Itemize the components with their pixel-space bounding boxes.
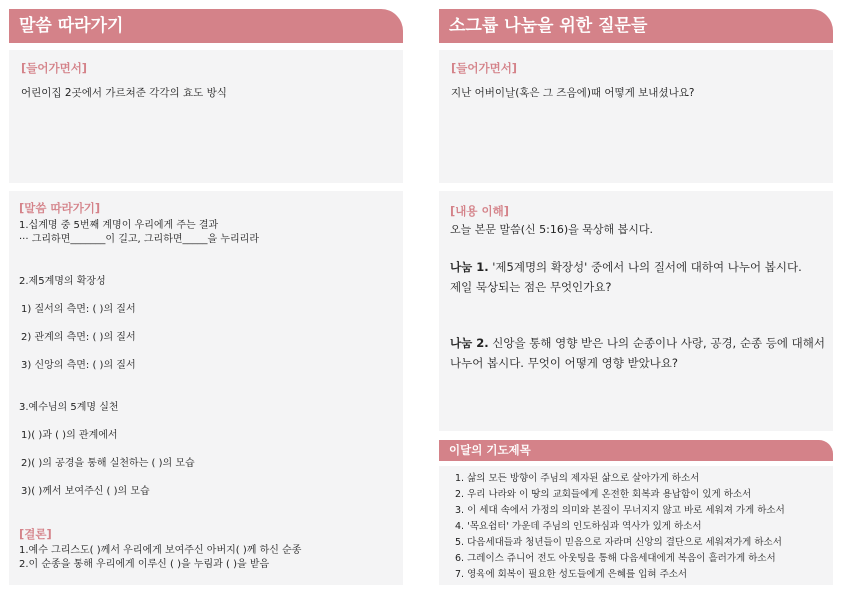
- prayer-item: 3. 이 세대 속에서 가정의 의미와 본질이 무너지지 않고 바로 세워져 가게 하소서: [455, 505, 785, 516]
- prayer-item: 1. 삶의 모든 방향이 주님의 제자된 삶으로 살아가게 하소서: [455, 473, 700, 484]
- follow-p3-heading: 3.예수님의 5계명 실천: [19, 402, 119, 413]
- content-text: 오늘 본문 말씀(신 5:16)을 묵상해 봅시다.: [450, 223, 654, 236]
- conclusion-title: [결론]: [19, 527, 52, 541]
- follow-p3-item: 3)( )께서 보여주신 ( )의 모습: [21, 486, 150, 497]
- question-1-line1: [450, 260, 802, 275]
- follow-p2-item: 2) 관계의 측면: ( )의 질서: [21, 332, 136, 343]
- left-intro-title: [들어가면서]: [21, 61, 88, 75]
- follow-p2-item: 3) 신앙의 측면: ( )의 질서: [21, 360, 136, 371]
- conclusion-line2: 2.이 순종을 통해 우리에게 이루신 ( )을 누림과 ( )을 받음: [19, 559, 270, 570]
- left-intro-text: 어린이집 2곳에서 가르쳐준 각각의 효도 방식: [21, 87, 227, 99]
- left-header: 말씀 따라가기: [9, 9, 403, 43]
- question-2-text: 신앙을 통해 영향 받은 나의 순종이나 사랑, 공경, 순종 등에 대해서: [488, 336, 825, 350]
- prayer-item: 4. '목요쉼터' 가운데 주님의 인도하심과 역사가 있게 하소서: [455, 521, 702, 532]
- right-header: 소그룹 나눔을 위한 질문들: [439, 9, 833, 43]
- follow-p2-item: 1) 질서의 측면: ( )의 질서: [21, 304, 136, 315]
- left-follow-title: [말씀 따라가기]: [19, 201, 101, 215]
- left-follow-panel: [9, 191, 403, 585]
- prayer-item: 5. 다음세대들과 청년들이 믿음으로 자라며 신앙의 결단으로 세워져가게 하소서: [455, 537, 782, 548]
- right-content-title: [내용 이해]: [450, 204, 509, 218]
- prayer-item: 2. 우리 나라와 이 땅의 교회들에게 온전한 회복과 용납함이 있게 하소서: [455, 489, 752, 500]
- follow-p1-line1: 1.십계명 중 5번째 계명이 우리에게 주는 결과: [19, 220, 219, 231]
- right-intro-text: 지난 어버이날(혹은 그 즈음에)때 어떻게 보내셨나요?: [451, 87, 695, 99]
- conclusion-line1: 1.예수 그리스도( )께서 우리에게 보여주신 아버지( )께 하신 순종: [19, 545, 302, 556]
- follow-p2-heading: 2.제5계명의 확장성: [19, 276, 106, 287]
- follow-p1-line2: ··· 그리하면_______이 길고, 그리하면_____을 누리리라: [19, 234, 259, 245]
- prayer-item: 6. 그레이스 쥬니어 전도 아웃팅을 통해 다음세대에게 복음이 흘러가게 하소서: [455, 553, 776, 564]
- follow-p3-item: 2)( )의 공경을 통해 실천하는 ( )의 모습: [21, 458, 195, 469]
- right-intro-title: [들어가면서]: [451, 61, 518, 75]
- question-1-label: 나눔 1.: [450, 260, 489, 274]
- prayer-header: 이달의 기도제목: [439, 440, 833, 461]
- question-2-line2: 나누어 봅시다. 무엇이 어떻게 영향 받았나요?: [450, 356, 678, 370]
- question-2-line1: [450, 336, 825, 351]
- prayer-item: 7. 영육에 회복이 필요한 성도들에게 은혜를 입혀 주소서: [455, 569, 688, 580]
- question-2-label: 나눔 2.: [450, 336, 489, 350]
- follow-p3-item: 1)( )과 ( )의 관계에서: [21, 430, 118, 441]
- question-1-line2: 제일 묵상되는 점은 무엇인가요?: [450, 280, 612, 294]
- question-1-text: '제5계명의 확장성' 중에서 나의 질서에 대하여 나누어 봅시다.: [488, 260, 802, 274]
